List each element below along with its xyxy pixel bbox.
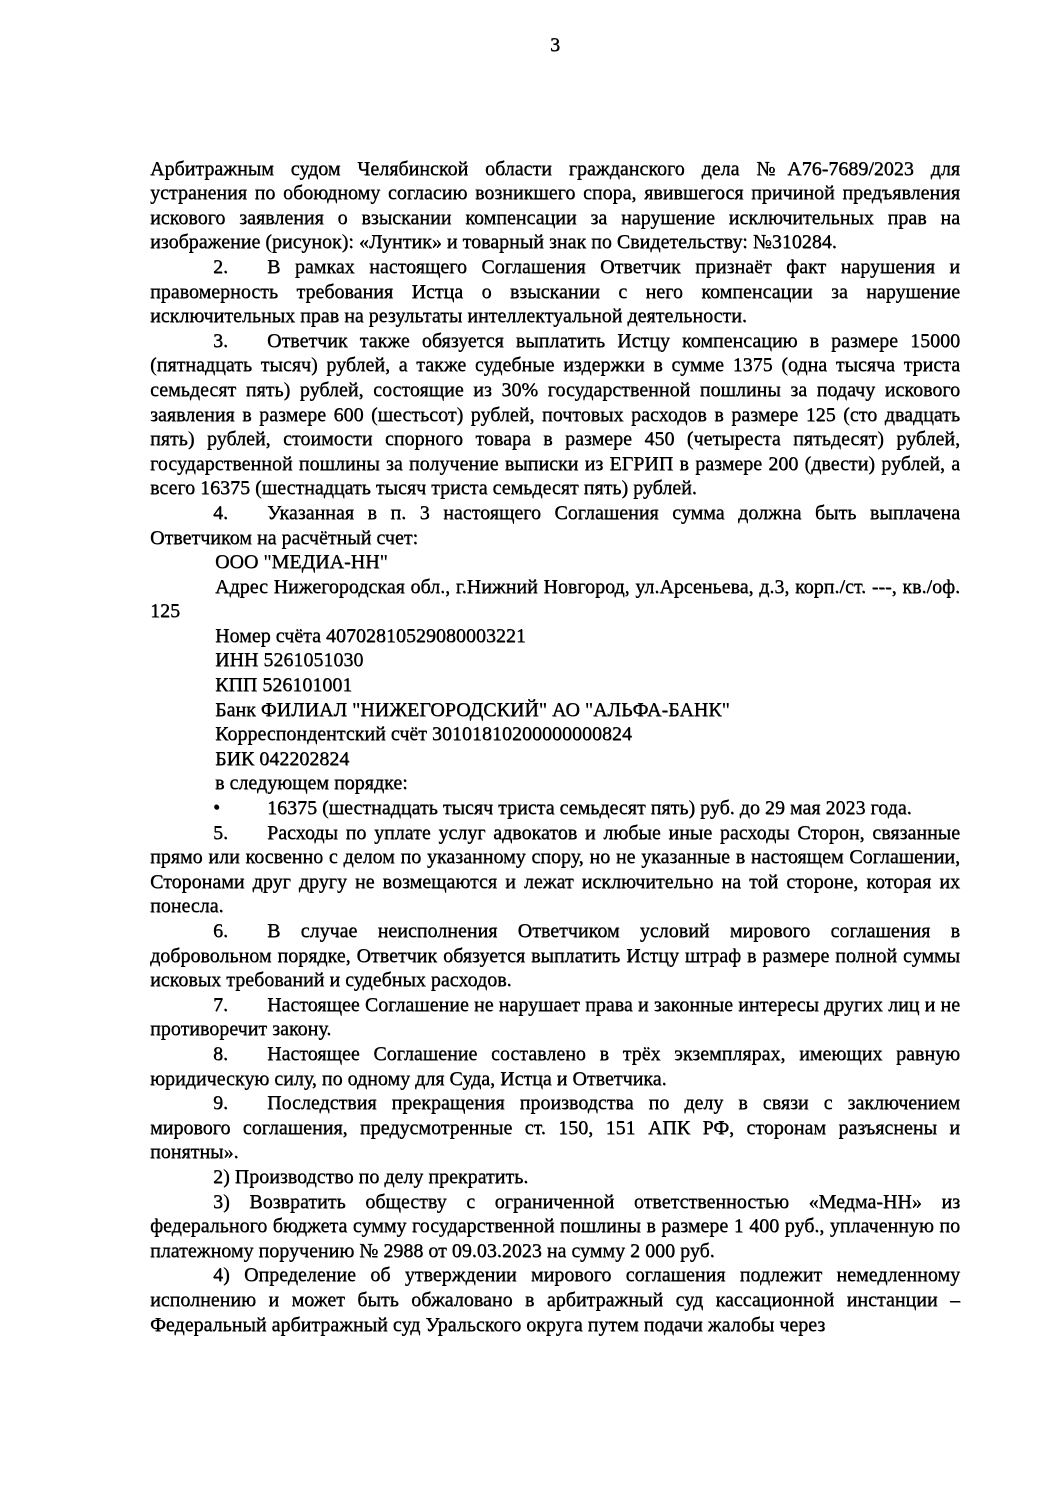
ruling-item-3: 3) Возвратить обществу с ограниченной ответственностью «Медма-НН» из федерального бюджета сумму государственной пошлины в размере 1 400 руб., уплаченную по платежному поручению № 2988 от 09.03.2023 на сумму 2 000 руб. xyxy=(150,1190,960,1262)
clause-3-number: 3. xyxy=(213,329,228,352)
clause-3-text: Ответчик также обязуется выплатить Истцу компенсацию в размере 15000 (пятнадцать тысяч) рублей, а также судебные издержки в сумме 1375 (одна тысяча триста семьдесят пять) рублей, состоящие из 30% государственной пошлины за подачу искового заявления в размере 600 (шестьсот) рублей, почтовых расходов в размере 125 (сто двадцать пять) рублей, стоимости спорного товара в размере 450 (четыреста пятьдесят) рублей, государственной пошлины за получение выписки из ЕГРИП в размере 200 (двести) рублей, а всего 16375 (шестнадцать тысяч триста семьдесят пять) рублей. xyxy=(150,329,960,500)
payment-order-intro-line: в следующем порядке: xyxy=(215,772,408,795)
clause-5-text: Расходы по уплате услуг адвокатов и любые иные расходы Сторон, связанные прямо или косвенно с делом по указанному спору, но не указанные в настоящем Соглашении, Сторонами друг другу не возмещаются и лежат исключительно на той стороне, которая их понесла. xyxy=(150,821,960,918)
inn-line: ИНН 5261051030 xyxy=(215,649,364,672)
clause-9-number: 9. xyxy=(213,1092,228,1115)
clause-7 xyxy=(150,993,960,1042)
bik-line: БИК 042202824 xyxy=(215,747,350,770)
payment-schedule-text: 16375 (шестнадцать тысяч триста семьдесят пять) руб. до 29 мая 2023 года. xyxy=(267,797,912,820)
clause-8-text: Настоящее Соглашение составлено в трёх экземплярах, имеющих равную юридическую силу, по одному для Суда, Истца и Ответчика. xyxy=(150,1042,960,1090)
account-number-line: Номер счёта 40702810529080003221 xyxy=(215,624,526,647)
clause-6 xyxy=(150,919,960,993)
clause-8-number: 8. xyxy=(213,1042,228,1065)
clause-6-text: В случае неисполнения Ответчиком условий мирового соглашения в добровольном порядке, Ответчик обязуется выплатить Истцу штраф в размере полной суммы исковых требований и судебных расходов. xyxy=(150,920,960,992)
corr-account-line: Корреспондентский счёт 30101810200000000824 xyxy=(215,723,632,746)
clause-5-number: 5. xyxy=(213,821,228,844)
clause-7-number: 7. xyxy=(213,993,228,1016)
clause-5 xyxy=(150,821,960,919)
paragraph-continuation: Арбитражным судом Челябинской области гражданского дела №А76-7689/2023 для устранения по обоюдному согласию возникшего спора, явившегося причиной предъявления искового заявления о взыскании компенсации за нарушение исключительных прав на изображение (рисунок): «Лунтик» и товарный знак по Свидетельству: №310284. xyxy=(150,157,960,254)
payee-name-line: ООО "МЕДИА-НН" xyxy=(215,551,388,574)
clause-9-text: Последствия прекращения производства по делу в связи с заключением мирового соглашения, предусмотренные ст. 150, 151 АПК РФ, сторонам разъяснены и понятны». xyxy=(150,1092,960,1164)
document-body xyxy=(150,157,960,1338)
bullet-marker: • xyxy=(213,797,221,820)
clause-2-text: В рамках настоящего Соглашения Ответчик признаёт факт нарушения и правомерность требования Истца о взыскании с него компенсации за нарушение исключительных прав на результаты интеллектуальной деятельности. xyxy=(150,255,960,328)
ruling-item-2: 2) Производство по делу прекратить. xyxy=(213,1165,529,1188)
kpp-line: КПП 526101001 xyxy=(215,674,353,697)
clause-2 xyxy=(150,255,960,329)
bank-name-line: Банк ФИЛИАЛ "НИЖЕГОРОДСКИЙ" АО "АЛЬФА-БАНК" xyxy=(215,698,730,721)
payee-address-line: Адрес Нижегородская обл., г.Нижний Новгород, ул.Арсеньева, д.3, корп./ст. ---, кв./оф. 125 xyxy=(150,575,960,623)
payment-schedule-item xyxy=(150,796,960,821)
page-number: 3 xyxy=(550,34,560,56)
clause-8 xyxy=(150,1042,960,1091)
clause-3 xyxy=(150,329,960,501)
clause-4 xyxy=(150,501,960,550)
ruling-item-4: 4) Определение об утверждении мирового соглашения подлежит немедленному исполнению и может быть обжаловано в арбитражный суд кассационной инстанции – Федеральный арбитражный суд Уральского округа путем подачи жалобы через xyxy=(150,1264,960,1336)
clause-7-text: Настоящее Соглашение не нарушает права и законные интересы других лиц и не противоречит закону. xyxy=(150,993,960,1041)
clause-9 xyxy=(150,1091,960,1165)
clause-4-text: Указанная в п. 3 настоящего Соглашения сумма должна быть выплачена Ответчиком на расчётный счет: xyxy=(150,501,960,549)
clause-2-number: 2. xyxy=(213,255,228,278)
clause-6-number: 6. xyxy=(213,920,228,942)
clause-4-number: 4. xyxy=(213,501,228,524)
